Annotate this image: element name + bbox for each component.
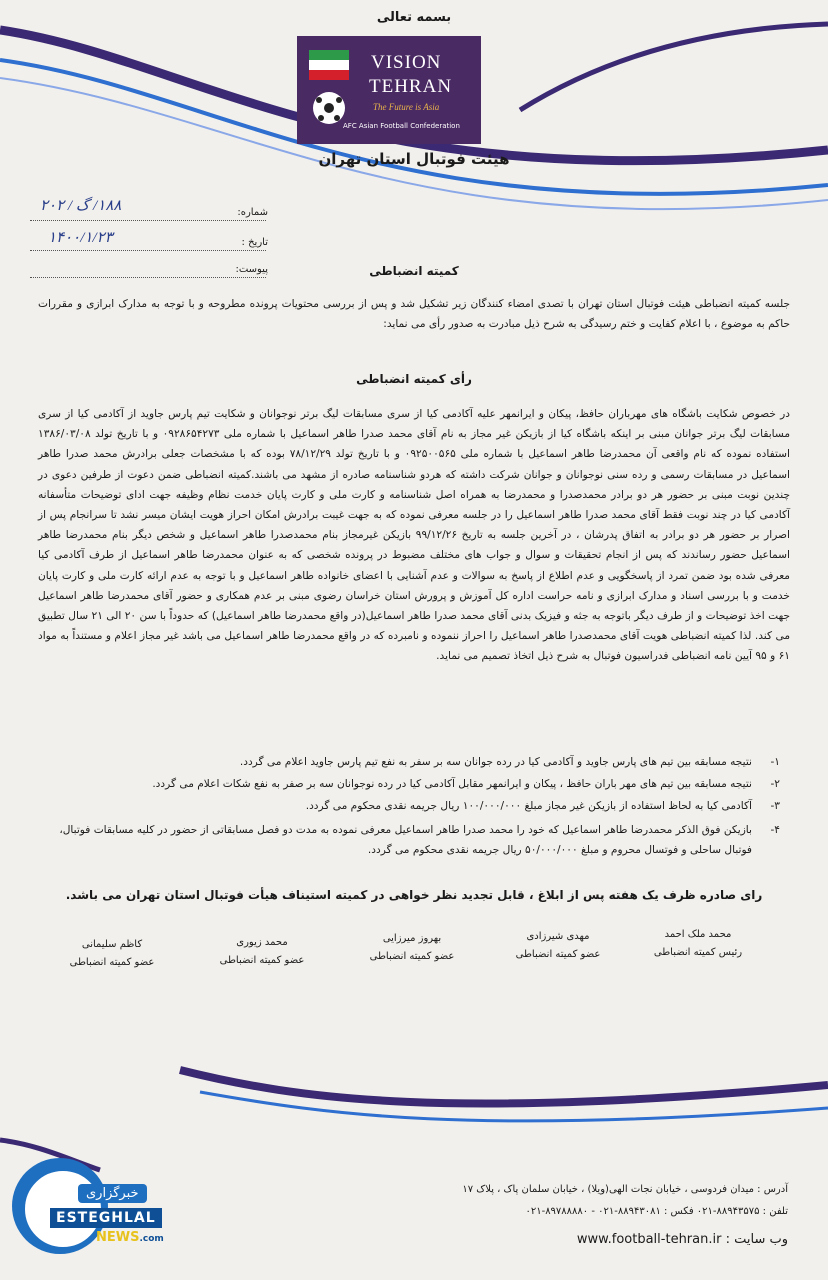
ruling-number: ۴- bbox=[770, 824, 780, 836]
number-value: ۱۸۸/ گ / ۲۰۲ bbox=[40, 198, 122, 214]
vision-tehran-logo bbox=[297, 36, 481, 144]
signature-block bbox=[192, 934, 332, 970]
signer-role: عضو کمیته انضباطی bbox=[369, 951, 455, 962]
intro-paragraph: جلسه کمیته انضباطی هیئت فوتبال استان تهران با تصدی امضاء کنندگان زیر تشکیل شد و پس از بررسی محتویات پرونده مطروحه و با توجه به مدارک ابرازی و مقررات حاکم به موضوع ، با اعلام کفایت و ختم رسیدگی به شرح ذیل مبادرت به صدور رأی می نماید: bbox=[38, 298, 790, 331]
signer-name: بهروز میرزایی bbox=[382, 933, 442, 944]
ruling-number: ۳- bbox=[770, 800, 780, 812]
signature-block bbox=[42, 936, 182, 972]
watermark-fa: خبرگزاری bbox=[78, 1184, 147, 1203]
footer-phone: تلفن : ۸۸۹۴۳۵۷۵-۰۲۱ فکس : ۸۸۹۴۳۰۸۱-۰۲۱ - ۸۹۷۸۸۸۸۰-۰۲۱ bbox=[525, 1206, 788, 1217]
ruling-item bbox=[36, 752, 780, 772]
afc-text: AFC Asian Football Confederation bbox=[343, 122, 460, 130]
signature-block bbox=[628, 926, 768, 962]
signer-role: عضو کمیته انضباطی bbox=[69, 957, 155, 968]
body-paragraph: در خصوص شکایت باشگاه های مهرباران حافظ، پیکان و ایرانمهر علیه آکادمی کیا از سری مسابقات لیگ برتر نوجوانان و شکایت تیم پارس جاوید از آکادمی کیا از سری مسابقات لیگ برتر جوانان مبنی بر اینکه باشگاه کیا از بازیکن غیر مجاز به نام آقای محمد صدرا طاهر اسماعیل با شماره ملی ۰۹۲۸۶۵۴۲۷۳ و با تاریخ تولد ۱۳۸۶/۰۳/۰۸ استفاده نموده که نام واقعی آن محمدرضا طاهر اسماعیل با شماره ملی ۰۹۲۵۰۰۵۶۵ و با تاریخ تولد ۷۸/۱۲/۲۹ بوده که با مشخصات جعلی برادرش محمد صدرا طاهر اسماعیل در مسابقات رسمی و رده سنی نوجوانان و جوانان شرکت داشته که هردو شناسنامه صادره از مشهد می باشند.کمیته انضباطی ضمن دعوت از طرفین دعوی در چندین نوبت مبنی بر حضور هر دو برادر محمدصدرا و محمدرضا به همراه اصل شناسنامه و کارت ملی و کارت پایان خدمت نظام وظیفه جهت ادای توضیحات متأسفانه آکادمی کیا در چند نوبت فقط آقای محمد صدرا طاهر اسماعیل را در جلسه معرفی نموده که به جهت غیبت برادرش امکان احراز هویت ایشان میسر نشد تا سرانجام پس از اصرار بر حضور هر دو برادر به اتفاق پدرشان ، در آخرین جلسه به تاریخ ۹۹/۱۲/۲۶ بازیکن غیرمجاز بنام محمدصدرا طاهر اسماعیل و شخص دیگر بنام محمدرضا طاهر اسماعیل حضور رساندند که پس از انجام تحقیقات و سوال و جواب های مختلف مضبوط در پرونده شخصی که به عنوان محمدرضا طاهر اسماعیل از طرف آکادمی کیا معرفی شده بود ضمن تمرد از پاسخگویی و عدم اطلاع از پاسخ به سوالات و عدم آشنایی با اعضای خانواده طاهر اسماعیل و با توجه به عدم ارائه کارت ملی و کارت پایان خدمت و با بررسی اسناد و مدارک ابرازی و نامه حراست اداره کل آموزش و پرورش استان خراسان رضوی مبنی بر عدم همکاری و حضور آقای محمدرضا طاهر اسماعیل جهت اخذ توضیحات و از طرف دیگر باتوجه به جثه و فیزیک بدنی آقای محمد صدرا طاهر اسماعیل(در واقع محمدرضا طاهر اسماعیل) که حدوداً با سن ۲۰ الی ۲۱ سال تطبیق می کند. لذا کمیته انضباطی هویت آقای محمدصدرا طاهر اسماعیل را احراز ننموده و نامبرده که در واقع محمدرضا طاهر اسماعیل می باشد غیر مجاز اعلام و مستنداً به مواد ۶۱ و ۹۵ آیین نامه انضباطی فدراسیون فوتبال به شرح ذیل اتخاذ تصمیم می نماید. bbox=[38, 408, 791, 663]
logo-line-vision: VISION bbox=[371, 52, 442, 73]
logo-line-tehran: TEHRAN bbox=[369, 76, 453, 97]
signature-block bbox=[342, 930, 482, 966]
signature-block bbox=[488, 928, 628, 964]
attachment-label: پیوست: bbox=[235, 264, 268, 275]
iran-football-emblem-icon bbox=[307, 46, 351, 134]
date-label: تاریخ : bbox=[241, 237, 268, 248]
date-dotted-line bbox=[30, 250, 266, 251]
ruling-item bbox=[36, 820, 780, 860]
watermark-news bbox=[96, 1230, 164, 1245]
document-title: کمیته انضباطی bbox=[369, 264, 459, 278]
esteghlal-news-watermark bbox=[8, 1158, 178, 1263]
signer-role: عضو کمیته انضباطی bbox=[515, 949, 601, 960]
signer-name: محمد ملک احمد bbox=[664, 929, 732, 940]
signer-role: رئیس کمیته انضباطی bbox=[653, 947, 743, 958]
verdict-title: رأی کمیته انضباطی bbox=[356, 372, 472, 386]
website-label: وب سایت : bbox=[725, 1232, 788, 1247]
ruling-text: بازیکن فوق الذکر محمدرضا طاهر اسماعیل که خود را محمد صدرا طاهر اسماعیل معرفی نموده به مدت دو فصل مسابقاتی از حضور در کلیه مسابقات فوتبال، فوتبال ساحلی و فوتسال محروم و مبلغ ۵۰/۰۰۰/۰۰۰ ریال جریمه نقدی محکوم می گردد. bbox=[59, 824, 752, 856]
ruling-number: ۲- bbox=[770, 778, 780, 790]
footer-website bbox=[577, 1232, 788, 1247]
watermark-en: ESTEGHLAL bbox=[50, 1208, 162, 1228]
website-link[interactable]: www.football-tehran.ir bbox=[576, 1232, 722, 1247]
ruling-text: نتیجه مسابقه بین تیم های پارس جاوید و آکادمی کیا در رده جوانان سه بر سفر به نفع تیم پارس جاوید اعلام می گردد. bbox=[239, 756, 752, 768]
watermark-news-word: NEWS bbox=[96, 1230, 140, 1245]
logo-tagline: The Future is Asia bbox=[373, 102, 440, 112]
bismillah: بسمه تعالی bbox=[376, 10, 452, 25]
ruling-item bbox=[36, 774, 780, 794]
ruling-text: نتیجه مسابقه بین تیم های مهر باران حافظ ، پیکان و ایرانمهر مقابل آکادمی کیا در رده نوجوانان سه بر صفر به نفع شکات اعلام می گردد. bbox=[152, 778, 752, 790]
appeal-notice: رای صادره ظرف یک هفته پس از ابلاغ ، قابل تجدید نظر خواهی در کمیته استیناف هیأت فوتبال استان تهران می باشد. bbox=[65, 888, 763, 902]
signer-name: مهدی شیرزادی bbox=[526, 931, 590, 942]
signer-role: عضو کمیته انضباطی bbox=[219, 955, 305, 966]
board-name: هیئت فوتبال استان تهران bbox=[318, 150, 510, 168]
signer-name: محمد زیوری bbox=[236, 937, 288, 948]
signer-name: کاظم سلیمانی bbox=[81, 939, 143, 950]
ruling-item bbox=[36, 796, 780, 816]
number-dotted-line bbox=[30, 220, 266, 221]
ruling-text: آکادمی کیا به لحاظ استفاده از بازیکن غیر مجاز مبلغ ۱۰۰/۰۰۰/۰۰۰ ریال جریمه نقدی محکوم می گردد. bbox=[305, 800, 752, 812]
number-label: شماره: bbox=[237, 207, 268, 218]
footer-address: آدرس : میدان فردوسی ، خیابان نجات الهی(ویلا) ، خیابان سلمان پاک ، پلاک ۱۷ bbox=[462, 1184, 788, 1195]
watermark-com: .com bbox=[139, 1234, 164, 1244]
date-value: ۱۴۰۰/۱/۲۳ bbox=[48, 230, 113, 246]
ruling-number: ۱- bbox=[770, 756, 780, 768]
